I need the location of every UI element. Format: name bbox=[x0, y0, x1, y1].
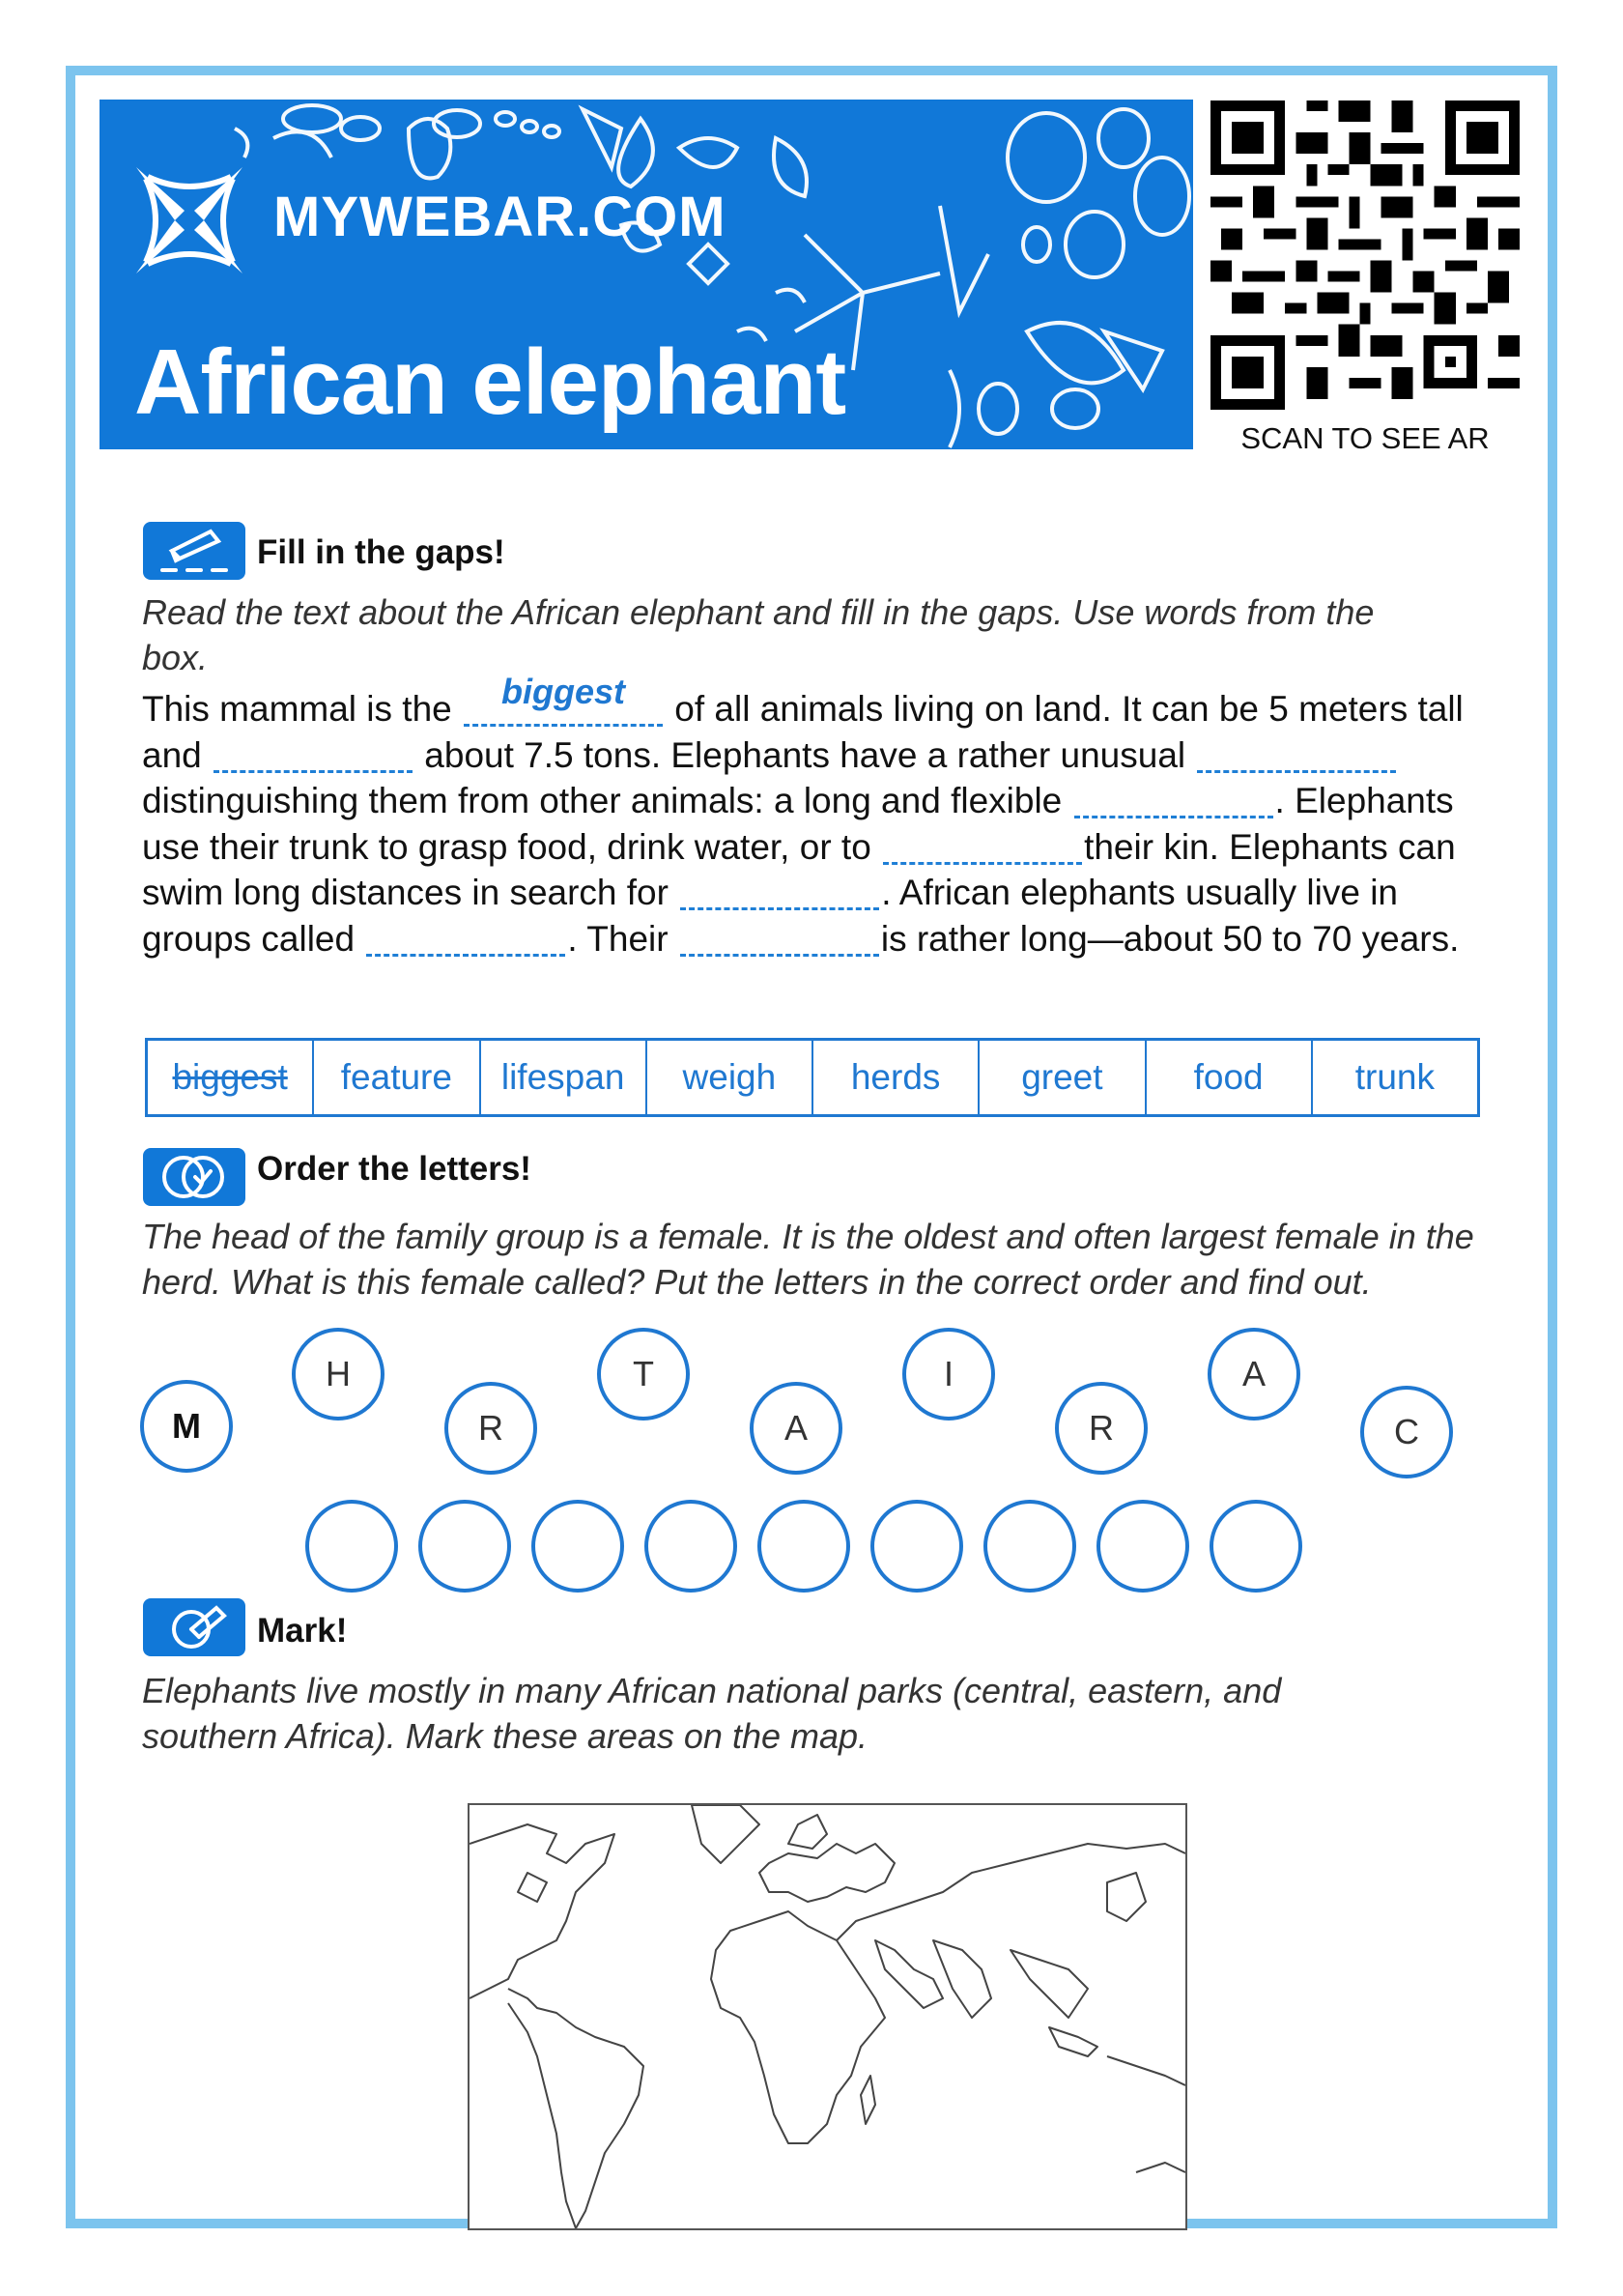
order-section-title: Order the letters! bbox=[257, 1150, 531, 1188]
answer-slot[interactable] bbox=[870, 1500, 963, 1593]
pencil-icon bbox=[143, 522, 245, 580]
word-bank-item[interactable]: greet bbox=[980, 1041, 1146, 1114]
answer-slot[interactable] bbox=[757, 1500, 850, 1593]
page-title: African elephant bbox=[134, 330, 846, 434]
mywebar-x-logo-icon bbox=[127, 158, 252, 283]
word-bank-item[interactable]: biggest bbox=[148, 1041, 314, 1114]
text-segment: . African elephants usually live in groups called bbox=[142, 873, 1398, 959]
text-segment: about 7.5 tons. Elephants have a rather unusual bbox=[424, 734, 1186, 775]
gap-field[interactable] bbox=[883, 828, 1082, 865]
text-segment: . Elephants use their trunk to grasp food, drink water, or to bbox=[142, 781, 1454, 867]
word-bank-item[interactable]: feature bbox=[314, 1041, 480, 1114]
fill-paragraph bbox=[142, 672, 1485, 961]
text-segment: is rather long—about 50 to 70 years. bbox=[880, 918, 1460, 959]
gap-field[interactable] bbox=[464, 672, 663, 727]
answer-slot[interactable] bbox=[531, 1500, 624, 1593]
letter-circle[interactable]: I bbox=[902, 1328, 995, 1421]
answer-slot[interactable] bbox=[305, 1500, 398, 1593]
fill-instruction: Read the text about the African elephant and fill in the gaps. Use words from the box. bbox=[142, 592, 1375, 677]
letter-circle[interactable]: M bbox=[140, 1380, 233, 1473]
logo-text: MYWEBAR.COM bbox=[273, 186, 726, 248]
answer-slot[interactable] bbox=[1096, 1500, 1189, 1593]
qr-code[interactable] bbox=[1210, 100, 1520, 411]
fill-section-title: Fill in the gaps! bbox=[257, 533, 505, 571]
gap-field[interactable] bbox=[1074, 782, 1273, 818]
gap-answer: biggest bbox=[501, 672, 626, 711]
mark-instruction: Elephants live mostly in many African national parks (central, eastern, and southern Africa). Mark these areas on the map. bbox=[142, 1671, 1282, 1756]
text-segment: of all animals living on land. It can be 5 meters tall and bbox=[142, 689, 1464, 775]
text-segment: This mammal is the bbox=[142, 689, 452, 729]
letter-circle[interactable]: R bbox=[444, 1382, 537, 1475]
answer-slot[interactable] bbox=[418, 1500, 511, 1593]
text-segment: their kin. Elephants can swim long distances in search for bbox=[142, 826, 1456, 912]
word-bank-item[interactable]: food bbox=[1147, 1041, 1313, 1114]
word-bank-item[interactable]: herds bbox=[813, 1041, 980, 1114]
gap-field[interactable] bbox=[366, 920, 565, 957]
word-bank-item[interactable]: weigh bbox=[647, 1041, 813, 1114]
text-segment: . Their bbox=[567, 918, 669, 959]
world-map-outline bbox=[470, 1805, 1185, 2228]
answer-slot[interactable] bbox=[1210, 1500, 1302, 1593]
gap-field[interactable] bbox=[680, 920, 879, 957]
answer-slot[interactable] bbox=[644, 1500, 737, 1593]
gap-field[interactable] bbox=[214, 736, 413, 773]
answer-slot[interactable] bbox=[983, 1500, 1076, 1593]
world-map[interactable] bbox=[468, 1803, 1187, 2230]
qr-caption: SCAN TO SEE AR bbox=[1240, 421, 1490, 455]
letter-circle[interactable]: C bbox=[1360, 1386, 1453, 1478]
gap-field[interactable] bbox=[1197, 736, 1396, 773]
letter-circle[interactable]: H bbox=[292, 1328, 384, 1421]
compass-pen-icon bbox=[143, 1598, 245, 1656]
letter-circle[interactable]: A bbox=[1208, 1328, 1300, 1421]
letter-circle[interactable]: R bbox=[1055, 1382, 1148, 1475]
mark-section-title: Mark! bbox=[257, 1612, 348, 1650]
word-bank-item[interactable]: lifespan bbox=[481, 1041, 647, 1114]
word-bank-item[interactable]: trunk bbox=[1354, 1057, 1435, 1097]
order-instruction: The head of the family group is a female. It is the oldest and often largest female in the herd. What is this female called? Put the letters in the correct order and find out. bbox=[142, 1217, 1474, 1302]
text-segment: distinguishing them from other animals: a long and flexible bbox=[142, 781, 1063, 820]
letter-circle[interactable]: A bbox=[750, 1382, 842, 1475]
word-bank bbox=[145, 1038, 1480, 1117]
gap-field[interactable] bbox=[680, 874, 879, 910]
rings-check-icon bbox=[143, 1148, 245, 1206]
header-banner bbox=[100, 100, 1193, 449]
letter-circle[interactable]: T bbox=[597, 1328, 690, 1421]
